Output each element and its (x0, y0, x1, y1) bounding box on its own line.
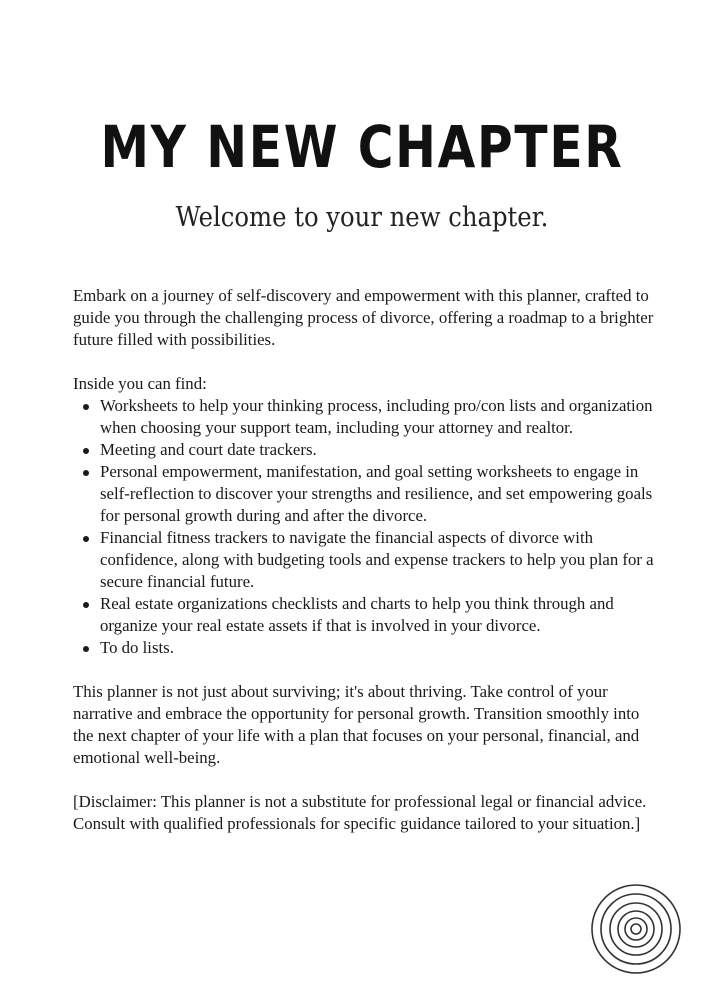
contents-list (73, 395, 663, 659)
list-item-text: Worksheets to help your thinking process, including pro/con lists and organization when choosing your support team, including your attorney and realtor. (100, 396, 653, 437)
list-item-text: Real estate organizations checklists and charts to help you think through and organize your real estate assets if that is involved in your divorce. (100, 594, 614, 635)
bullet-icon (83, 404, 89, 410)
list-item (100, 461, 663, 527)
list-item (100, 395, 663, 439)
contents-heading: Inside you can find: (73, 374, 207, 393)
list-item-text: Financial fitness trackers to navigate the financial aspects of divorce with confidence, along with budgeting tools and expense trackers to help you plan for a secure financial future. (100, 528, 654, 591)
concentric-circles-icon (590, 883, 682, 975)
bullet-icon (83, 448, 89, 454)
bullet-icon (83, 646, 89, 652)
document-body (73, 285, 663, 835)
disclaimer-paragraph: [Disclaimer: This planner is not a substitute for professional legal or financial advice. Consult with qualified professionals for specific guidance tailored to your situation.] (73, 792, 647, 833)
bullet-icon (83, 470, 89, 476)
page-title: MY NEW CHAPTER (100, 113, 624, 181)
list-item-text: To do lists. (100, 638, 174, 657)
intro-paragraph: Embark on a journey of self-discovery and empowerment with this planner, crafted to guide you through the challenging process of divorce, offering a roadmap to a brighter future filled with possibilities. (73, 286, 654, 349)
list-item (100, 527, 663, 593)
list-item (100, 439, 663, 461)
list-item (100, 593, 663, 637)
bullet-icon (83, 536, 89, 542)
closing-paragraph: This planner is not just about surviving; it's about thriving. Take control of your narrative and embrace the opportunity for personal growth. Transition smoothly into the next chapter of your life with a plan that focuses on your personal, financial, and emotional well-being. (73, 682, 640, 767)
list-item (100, 637, 663, 659)
list-item-text: Meeting and court date trackers. (100, 440, 317, 459)
list-item-text: Personal empowerment, manifestation, and goal setting worksheets to engage in self-reflection to discover your strengths and resilience, and set empowering goals for personal growth during and after the divorce. (100, 462, 653, 525)
page-subtitle: Welcome to your new chapter. (175, 202, 549, 233)
bullet-icon (83, 602, 89, 608)
